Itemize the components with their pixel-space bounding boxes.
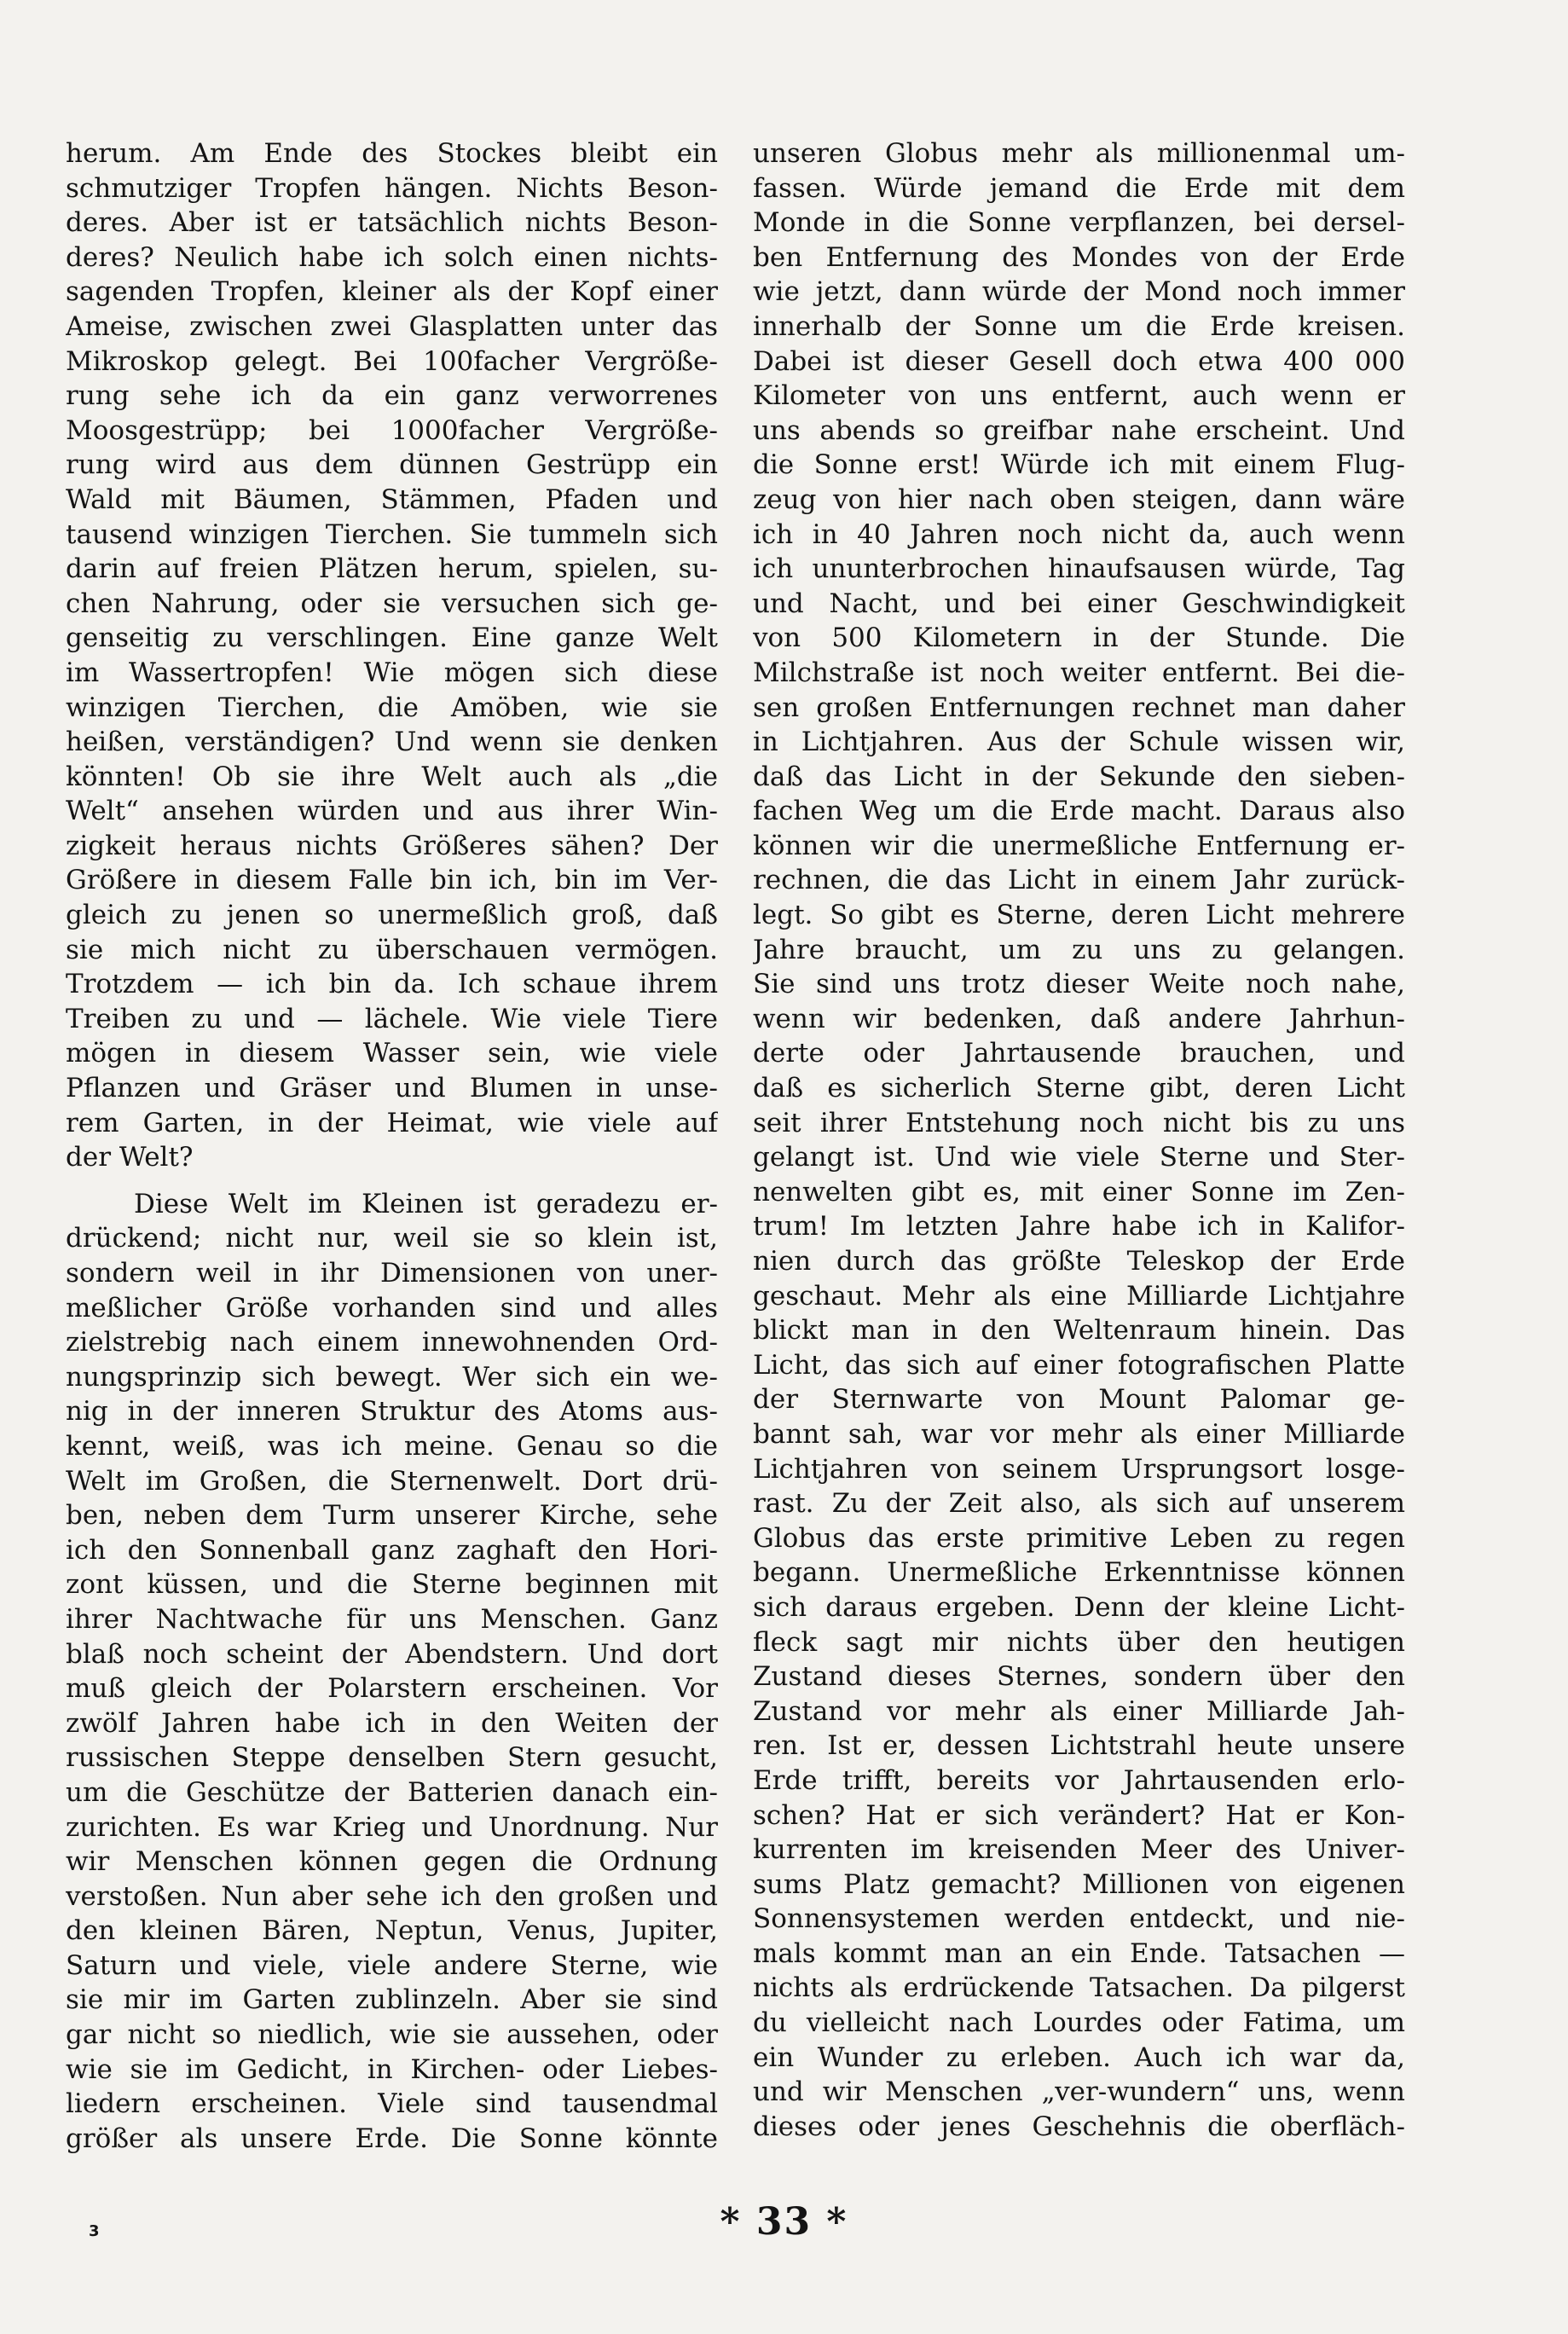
text-line: Licht, das sich auf einer fotografischen Platte	[753, 1349, 1405, 1381]
text-line: trum! Im letzten Jahre habe ich in Kalifor-	[753, 1211, 1405, 1242]
text-line: Wald mit Bäumen, Stämmen, Pfaden und	[66, 484, 718, 515]
text-line: muß gleich der Polarstern erscheinen. Vor	[66, 1673, 718, 1705]
text-line: wir Menschen können gegen die Ordnung	[66, 1846, 718, 1878]
text-line: liedern erscheinen. Viele sind tausendmal	[66, 2088, 718, 2120]
text-line: können wir die unermeßliche Entfernung er-	[753, 830, 1405, 861]
text-line: meßlicher Größe vorhanden sind und alles	[66, 1292, 718, 1323]
text-line: von 500 Kilometern in der Stunde. Die	[753, 623, 1405, 654]
text-line: uns abends so greifbar nahe erscheint. Und	[753, 414, 1405, 446]
text-line: ihrer Nachtwache für uns Menschen. Ganz	[66, 1603, 718, 1635]
text-line: Welt“ ansehen würden und aus ihrer Win-	[66, 796, 718, 827]
text-line: Sonnensystemen werden entdeckt, und nie-	[753, 1903, 1405, 1935]
text-line: Jahre braucht, um zu uns zu gelangen.	[753, 934, 1405, 965]
text-line: darin auf freien Plätzen herum, spielen, su-	[66, 553, 718, 585]
text-line: daß es sicherlich Sterne gibt, deren Licht	[753, 1073, 1405, 1104]
text-line: schmutziger Tropfen hängen. Nichts Beson-	[66, 172, 718, 204]
text-line: zielstrebig nach einem innewohnenden Ord-	[66, 1327, 718, 1358]
text-line: mögen in diesem Wasser sein, wie viele	[66, 1038, 718, 1069]
text-line: begann. Unermeßliche Erkenntnisse können	[753, 1557, 1405, 1589]
text-line: Pflanzen und Gräser und Blumen in unse-	[66, 1073, 718, 1104]
text-line: schen? Hat er sich verändert? Hat er Kon-	[753, 1799, 1405, 1831]
text-line: sondern weil in ihr Dimensionen von uner-	[66, 1258, 718, 1289]
text-line: Dabei ist dieser Gesell doch etwa 400 000	[753, 345, 1405, 377]
text-line: unseren Globus mehr als millionenmal um-	[753, 138, 1405, 169]
text-line: rung sehe ich da ein ganz verworrenes	[66, 380, 718, 412]
text-line: daß das Licht in der Sekunde den sieben-	[753, 761, 1405, 792]
text-line: sie mir im Garten zublinzeln. Aber sie sind	[66, 1984, 718, 2016]
text-line: seit ihrer Entstehung noch nicht bis zu uns	[753, 1107, 1405, 1138]
text-line: Globus das erste primitive Leben zu regen	[753, 1522, 1405, 1554]
text-line: nichts als erdrückende Tatsachen. Da pilgerst	[753, 1972, 1405, 2004]
text-line: tausend winzigen Tierchen. Sie tummeln sich	[66, 518, 718, 550]
text-line: Zustand dieses Sternes, sondern über den	[753, 1661, 1405, 1693]
text-line: ich ununterbrochen hinaufsausen würde, Tag	[753, 553, 1405, 585]
text-line: ich den Sonnenball ganz zaghaft den Hori-	[66, 1534, 718, 1566]
text-line: Ameise, zwischen zwei Glasplatten unter das	[66, 310, 718, 342]
text-line: Milchstraße ist noch weiter entfernt. Bei die-	[753, 657, 1405, 688]
text-line: könnten! Ob sie ihre Welt auch als „die	[66, 761, 718, 792]
text-line: sums Platz gemacht? Millionen von eigenen	[753, 1868, 1405, 1900]
paragraph	[66, 1187, 718, 2157]
text-line: Sie sind uns trotz dieser Weite noch nahe,	[753, 969, 1405, 1000]
text-line: zwölf Jahren habe ich in den Weiten der	[66, 1707, 718, 1739]
text-line: geschaut. Mehr als eine Milliarde Lichtjahre	[753, 1280, 1405, 1312]
text-line: Treiben zu und — lächele. Wie viele Tiere	[66, 1003, 718, 1034]
text-line: rast. Zu der Zeit also, als sich auf unserem	[753, 1488, 1405, 1520]
text-line: gelangt ist. Und wie viele Sterne und Ster-	[753, 1142, 1405, 1173]
text-line: kennt, weiß, was ich meine. Genau so die	[66, 1430, 718, 1462]
text-line: zeug von hier nach oben steigen, dann wäre	[753, 484, 1405, 515]
text-line: in Lichtjahren. Aus der Schule wissen wir,	[753, 727, 1405, 758]
text-line: legt. So gibt es Sterne, deren Licht mehrere	[753, 900, 1405, 931]
text-line: derte oder Jahrtausende brauchen, und	[753, 1038, 1405, 1069]
text-line: russischen Steppe denselben Stern gesucht,	[66, 1742, 718, 1774]
text-line: blickt man in den Weltenraum hinein. Das	[753, 1315, 1405, 1347]
page-number: * 33 *	[720, 2200, 848, 2244]
text-line: fassen. Würde jemand die Erde mit dem	[753, 172, 1405, 204]
text-line: herum. Am Ende des Stockes bleibt ein	[66, 138, 718, 169]
text-line: nungsprinzip sich bewegt. Wer sich ein we-	[66, 1361, 718, 1393]
text-line: bannt sah, war vor mehr als einer Milliarde	[753, 1418, 1405, 1450]
text-line: nien durch das größte Teleskop der Erde	[753, 1246, 1405, 1277]
text-line: kurrenten im kreisenden Meer des Univer-	[753, 1834, 1405, 1866]
text-line: fleck sagt mir nichts über den heutigen	[753, 1626, 1405, 1658]
text-line: rung wird aus dem dünnen Gestrüpp ein	[66, 449, 718, 481]
signature-mark: 3	[89, 2222, 100, 2240]
text-line: den kleinen Bären, Neptun, Venus, Jupiter,	[66, 1915, 718, 1947]
text-line: zurichten. Es war Krieg und Unordnung. Nur	[66, 1811, 718, 1843]
text-line: dieses oder jenes Geschehnis die oberfläch-	[753, 2111, 1405, 2142]
text-line: sen großen Entfernungen rechnet man daher	[753, 692, 1405, 723]
text-line: die Sonne erst! Würde ich mit einem Flug-	[753, 449, 1405, 481]
text-line: der Sternwarte von Mount Palomar ge-	[753, 1384, 1405, 1416]
text-line: winzigen Tierchen, die Amöben, wie sie	[66, 692, 718, 723]
text-line: Erde trifft, bereits vor Jahrtausenden erlo-	[753, 1764, 1405, 1796]
text-line: drückend; nicht nur, weil sie so klein ist,	[66, 1223, 718, 1254]
text-line: ich in 40 Jahren noch nicht da, auch wenn	[753, 518, 1405, 550]
text-line: und wir Menschen „ver-wundern“ uns, wenn	[753, 2076, 1405, 2108]
text-line: sie mich nicht zu überschauen vermögen.	[66, 934, 718, 965]
text-line: wie sie im Gedicht, in Kirchen- oder Liebes-	[66, 2053, 718, 2085]
text-line: rem Garten, in der Heimat, wie viele auf	[66, 1107, 718, 1138]
text-line: Monde in die Sonne verpflanzen, bei dersel-	[753, 207, 1405, 239]
text-line: Größere in diesem Falle bin ich, bin im Ver-	[66, 865, 718, 896]
text-line: nig in der inneren Struktur des Atoms aus-	[66, 1396, 718, 1428]
text-line: innerhalb der Sonne um die Erde kreisen.	[753, 310, 1405, 342]
text-line: fachen Weg um die Erde macht. Daraus also	[753, 796, 1405, 827]
text-line: ein Wunder zu erleben. Auch ich war da,	[753, 2042, 1405, 2073]
text-line: Welt im Großen, die Sternenwelt. Dort drü-	[66, 1465, 718, 1497]
text-line: Trotzdem — ich bin da. Ich schaue ihrem	[66, 969, 718, 1000]
text-line: zont küssen, und die Sterne beginnen mit	[66, 1569, 718, 1601]
text-line: Moosgestrüpp; bei 1000facher Vergröße-	[66, 414, 718, 446]
text-line: ben, neben dem Turm unserer Kirche, sehe	[66, 1500, 718, 1532]
text-line: Mikroskop gelegt. Bei 100facher Vergröße-	[66, 345, 718, 377]
left-text-column	[66, 136, 718, 2156]
text-line: sagenden Tropfen, kleiner als der Kopf einer	[66, 276, 718, 308]
text-line: größer als unsere Erde. Die Sonne könnte	[66, 2123, 718, 2154]
text-line: du vielleicht nach Lourdes oder Fatima, um	[753, 2007, 1405, 2039]
text-line: verstoßen. Nun aber sehe ich den großen und	[66, 1880, 718, 1912]
text-line: Kilometer von uns entfernt, auch wenn er	[753, 380, 1405, 412]
text-line: der Welt?	[66, 1142, 194, 1173]
text-line: Saturn und viele, viele andere Sterne, wie	[66, 1949, 718, 1981]
text-line: ben Entfernung des Mondes von der Erde	[753, 241, 1405, 273]
text-line: heißen, verständigen? Und wenn sie denken	[66, 727, 718, 758]
text-line: zigkeit heraus nichts Größeres sähen? Der	[66, 830, 718, 861]
text-line: Lichtjahren von seinem Ursprungsort losge-	[753, 1453, 1405, 1485]
text-line: genseitig zu verschlingen. Eine ganze Welt	[66, 623, 718, 654]
text-line: gar nicht so niedlich, wie sie aussehen, oder	[66, 2019, 718, 2051]
text-line: um die Geschütze der Batterien danach ein-	[66, 1776, 718, 1808]
text-line: Zustand vor mehr als einer Milliarde Jah-	[753, 1695, 1405, 1727]
paragraph	[66, 136, 718, 1175]
text-line: nenwelten gibt es, mit einer Sonne im Zen-	[753, 1176, 1405, 1208]
text-line: wie jetzt, dann würde der Mond noch immer	[753, 276, 1405, 308]
text-line: gleich zu jenen so unermeßlich groß, daß	[66, 900, 718, 931]
text-line: deres? Neulich habe ich solch einen nichts-	[66, 241, 718, 273]
text-line: Diese Welt im Kleinen ist geradezu er-	[134, 1188, 718, 1219]
right-text-column	[753, 136, 1405, 2144]
text-line: im Wassertropfen! Wie mögen sich diese	[66, 657, 718, 688]
text-line: ren. Ist er, dessen Lichtstrahl heute unsere	[753, 1730, 1405, 1762]
text-line: chen Nahrung, oder sie versuchen sich ge-	[66, 588, 718, 619]
text-line: blaß noch scheint der Abendstern. Und dort	[66, 1638, 718, 1670]
text-line: deres. Aber ist er tatsächlich nichts Beson-	[66, 207, 718, 239]
text-line: rechnen, die das Licht in einem Jahr zurück-	[753, 865, 1405, 896]
text-line: und Nacht, und bei einer Geschwindigkeit	[753, 588, 1405, 619]
text-line: sich daraus ergeben. Denn der kleine Licht-	[753, 1591, 1405, 1623]
text-line: wenn wir bedenken, daß andere Jahrhun-	[753, 1003, 1405, 1034]
text-line: mals kommt man an ein Ende. Tatsachen —	[753, 1937, 1405, 1969]
